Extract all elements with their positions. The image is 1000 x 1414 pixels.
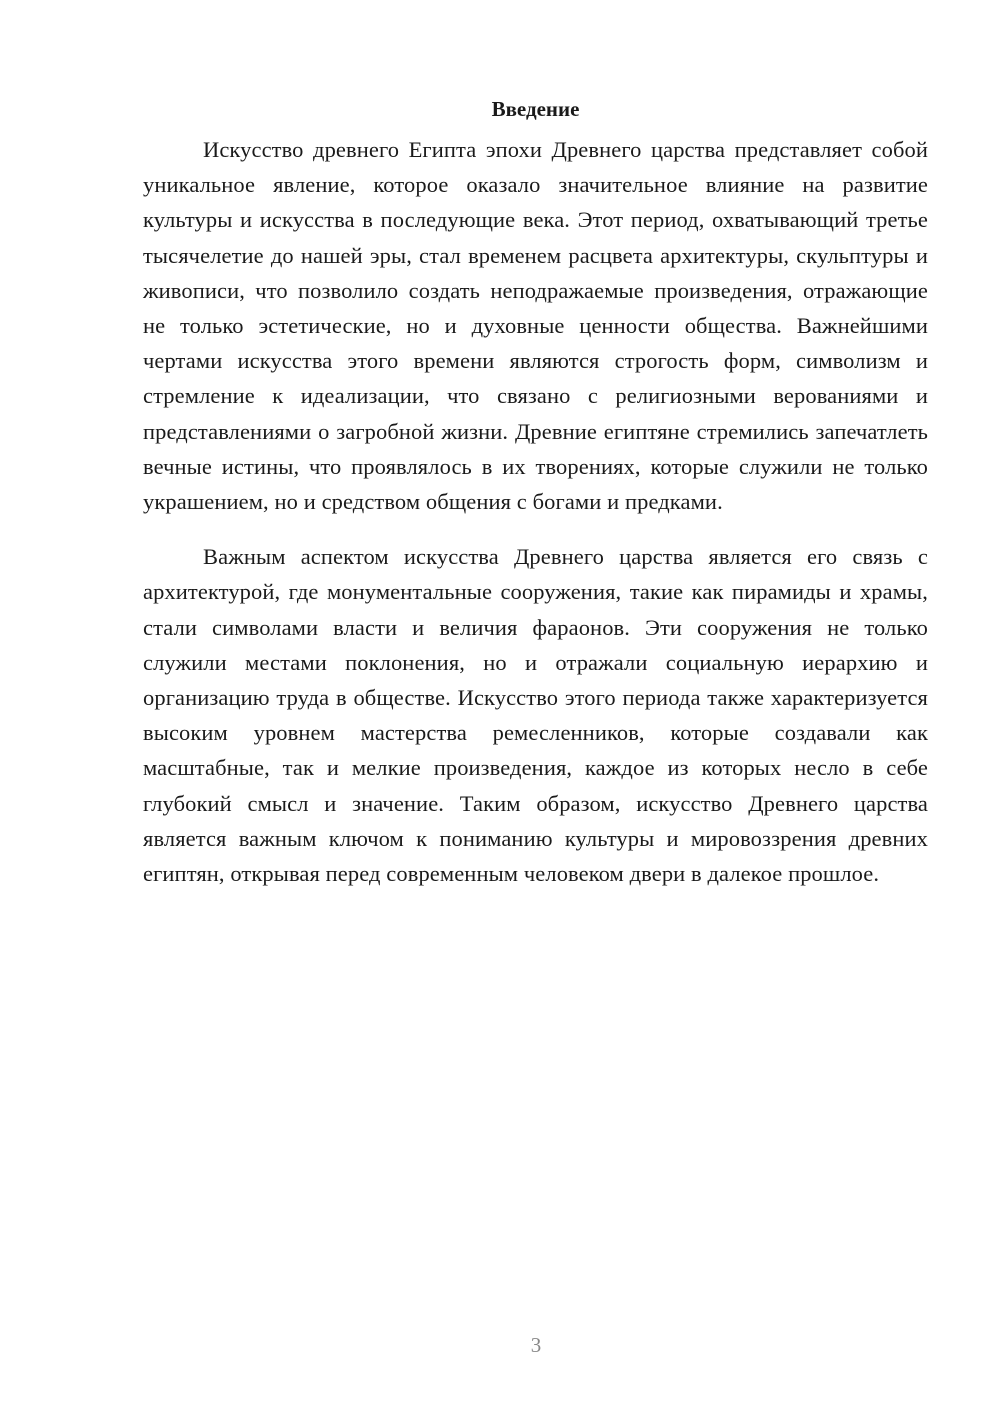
paragraph-1: Искусство древнего Египта эпохи Древнего царства представляет собой уникальное явление, которое оказало значительное влияние на развитие культуры и искусства в последующие века. Этот период, охватывающий третье тысячелетие до нашей эры, стал временем расцвета архитектуры, скульптуры и живописи, что позволило создать неподражаемые произведения, отражающие не только эстетические, но и духовные ценности общества. Важнейшими чертами искусства этого времени являются строгость форм, символизм и стремление к идеализации, что связано с религиозными верованиями и представлениями о загробной жизни. Древние египтяне стремились запечатлеть вечные истины, что проявлялось в их творениях, которые служили не только украшением, но и средством общения с богами и предками. <box>143 137 928 515</box>
section-heading: Введение <box>491 97 580 121</box>
paragraph-2: Важным аспектом искусства Древнего царства является его связь с архитектурой, где монументальные сооружения, такие как пирамиды и храмы, стали символами власти и величия фараонов. Эти сооружения не только служили местами поклонения, но и отражали социальную иерархию и организацию труда в обществе. Искусство этого периода также характеризуется высоким уровнем мастерства ремесленников, которые создавали как масштабные, так и мелкие произведения, каждое из которых несло в себе глубокий смысл и значение. Таким образом, искусство Древнего царства является важным ключом к пониманию культуры и мировоззрения древних египтян, открывая перед современным человеком двери в далекое прошлое. <box>143 544 928 887</box>
page-number: 3 <box>530 1333 542 1357</box>
page-content <box>143 92 928 891</box>
